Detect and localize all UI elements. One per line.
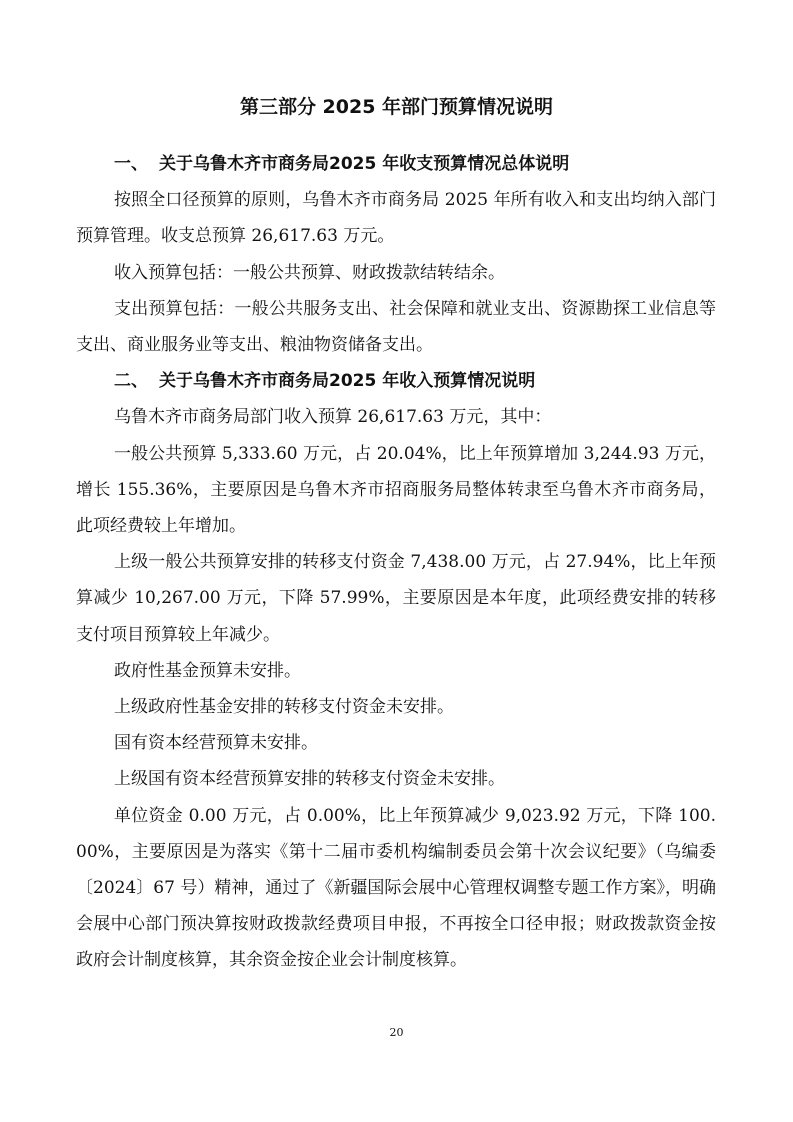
- paragraph: 政府性基金预算未安排。: [114, 660, 301, 681]
- paragraph: 按照全口径预算的原则，乌鲁木齐市商务局 2025 年所有收入和支出均纳入部门预算管理。收支总预算 26,617.63 万元。: [76, 190, 716, 247]
- paragraph: 上级政府性基金安排的转移支付资金未安排。: [114, 697, 454, 718]
- section-heading-text: 关于乌鲁木齐市商务局2025 年收支预算情况总体说明: [159, 154, 570, 174]
- paragraph: 一般公共预算 5,333.60 万元，占 20.04%，比上年预算增加 3,244.93 万元，增长 155.36%，主要原因是乌鲁木齐市招商服务局整体转隶至乌鲁木齐市商务局，此项经费较上年增加。: [76, 443, 716, 537]
- section-heading-1: [76, 146, 716, 182]
- paragraph: 收入预算包括：一般公共预算、财政拨款结转结余。: [114, 262, 505, 283]
- paragraph: 单位资金 0.00 万元，占 0.00%，比上年预算减少 9,023.92 万元，下降 100.00%，主要原因是为落实《第十二届市委机构编制委员会第十次会议纪要》（乌编委〔2024〕67 号）精神，通过了《新疆国际会展中心管理权调整专题工作方案》，明确会展中心部门预决算按财政拨款经费项目申报，不再按全口径申报；财政拨款资金按政府会计制度核算，其余资金按企业会计制度核算。: [76, 805, 716, 971]
- section-heading-2: [76, 363, 716, 399]
- page-number: 20: [389, 1026, 404, 1039]
- section-number: 一、: [114, 154, 148, 174]
- section-heading-text: 关于乌鲁木齐市商务局2025 年收入预算情况说明: [159, 371, 536, 392]
- section-number: 二、: [114, 371, 148, 392]
- page-title: 第三部分 2025 年部门预算情况说明: [239, 96, 554, 118]
- document-body: [76, 146, 716, 979]
- paragraph: 国有资本经营预算未安排。: [114, 733, 318, 754]
- paragraph: 上级国有资本经营预算安排的转移支付资金未安排。: [114, 769, 505, 790]
- paragraph: 乌鲁木齐市商务局部门收入预算 26,617.63 万元，其中：: [114, 407, 552, 428]
- paragraph: 支出预算包括：一般公共服务支出、社会保障和就业支出、资源勘探工业信息等支出、商业服务业等支出、粮油物资储备支出。: [76, 298, 716, 356]
- paragraph: 上级一般公共预算安排的转移支付资金 7,438.00 万元，占 27.94%，比上年预算减少 10,267.00 万元，下降 57.99%，主要原因是本年度，此项经费安排的转移支付项目预算较上年减少。: [76, 552, 716, 645]
